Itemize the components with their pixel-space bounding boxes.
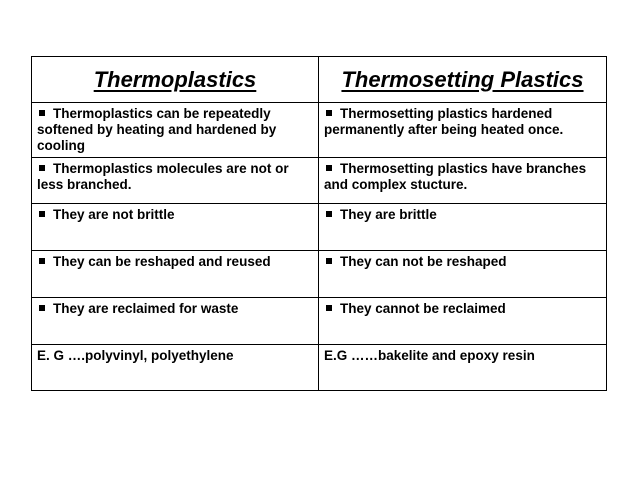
header-thermoplastics: Thermoplastics — [32, 57, 319, 103]
table-row — [32, 251, 607, 298]
table-row — [32, 158, 607, 204]
table-row — [32, 204, 607, 251]
cell-text: E. G ….polyvinyl, polyethylene — [37, 348, 234, 363]
bullet-icon — [326, 258, 332, 264]
table-cell-right — [319, 204, 607, 251]
bullet-icon — [39, 258, 45, 264]
cell-text: Thermoplastics molecules are not or less branched. — [37, 161, 289, 192]
table-cell-right — [319, 103, 607, 158]
bullet-icon — [39, 211, 45, 217]
table-cell-right — [319, 158, 607, 204]
table-cell-left — [32, 345, 319, 391]
table-row — [32, 345, 607, 391]
bullet-icon — [39, 305, 45, 311]
table-cell-right — [319, 345, 607, 391]
table-cell-left — [32, 158, 319, 204]
table-cell-left — [32, 103, 319, 158]
cell-text: Thermoplastics can be repeatedly softened by heating and hardened by cooling — [37, 106, 277, 153]
bullet-icon — [326, 305, 332, 311]
header-row — [32, 57, 607, 103]
comparison-table — [31, 56, 607, 391]
table-cell-left — [32, 204, 319, 251]
cell-text: Thermosetting plastics have branches and complex stucture. — [324, 161, 587, 192]
cell-text: E.G ……bakelite and epoxy resin — [324, 348, 535, 363]
header-thermosetting-plastics: Thermosetting Plastics — [319, 57, 607, 103]
bullet-icon — [39, 110, 45, 116]
cell-text: They are not brittle — [53, 207, 175, 222]
cell-text: They are reclaimed for waste — [53, 301, 239, 316]
table-cell-left — [32, 298, 319, 345]
table-cell-right — [319, 251, 607, 298]
cell-text: They are brittle — [340, 207, 437, 222]
cell-text: Thermosetting plastics hardened permanently after being heated once. — [324, 106, 564, 137]
bullet-icon — [39, 165, 45, 171]
bullet-icon — [326, 165, 332, 171]
table-cell-left — [32, 251, 319, 298]
table-row — [32, 298, 607, 345]
bullet-icon — [326, 211, 332, 217]
cell-text: They can be reshaped and reused — [53, 254, 271, 269]
cell-text: They cannot be reclaimed — [340, 301, 506, 316]
cell-text: They can not be reshaped — [340, 254, 507, 269]
bullet-icon — [326, 110, 332, 116]
table-row — [32, 103, 607, 158]
table-cell-right — [319, 298, 607, 345]
